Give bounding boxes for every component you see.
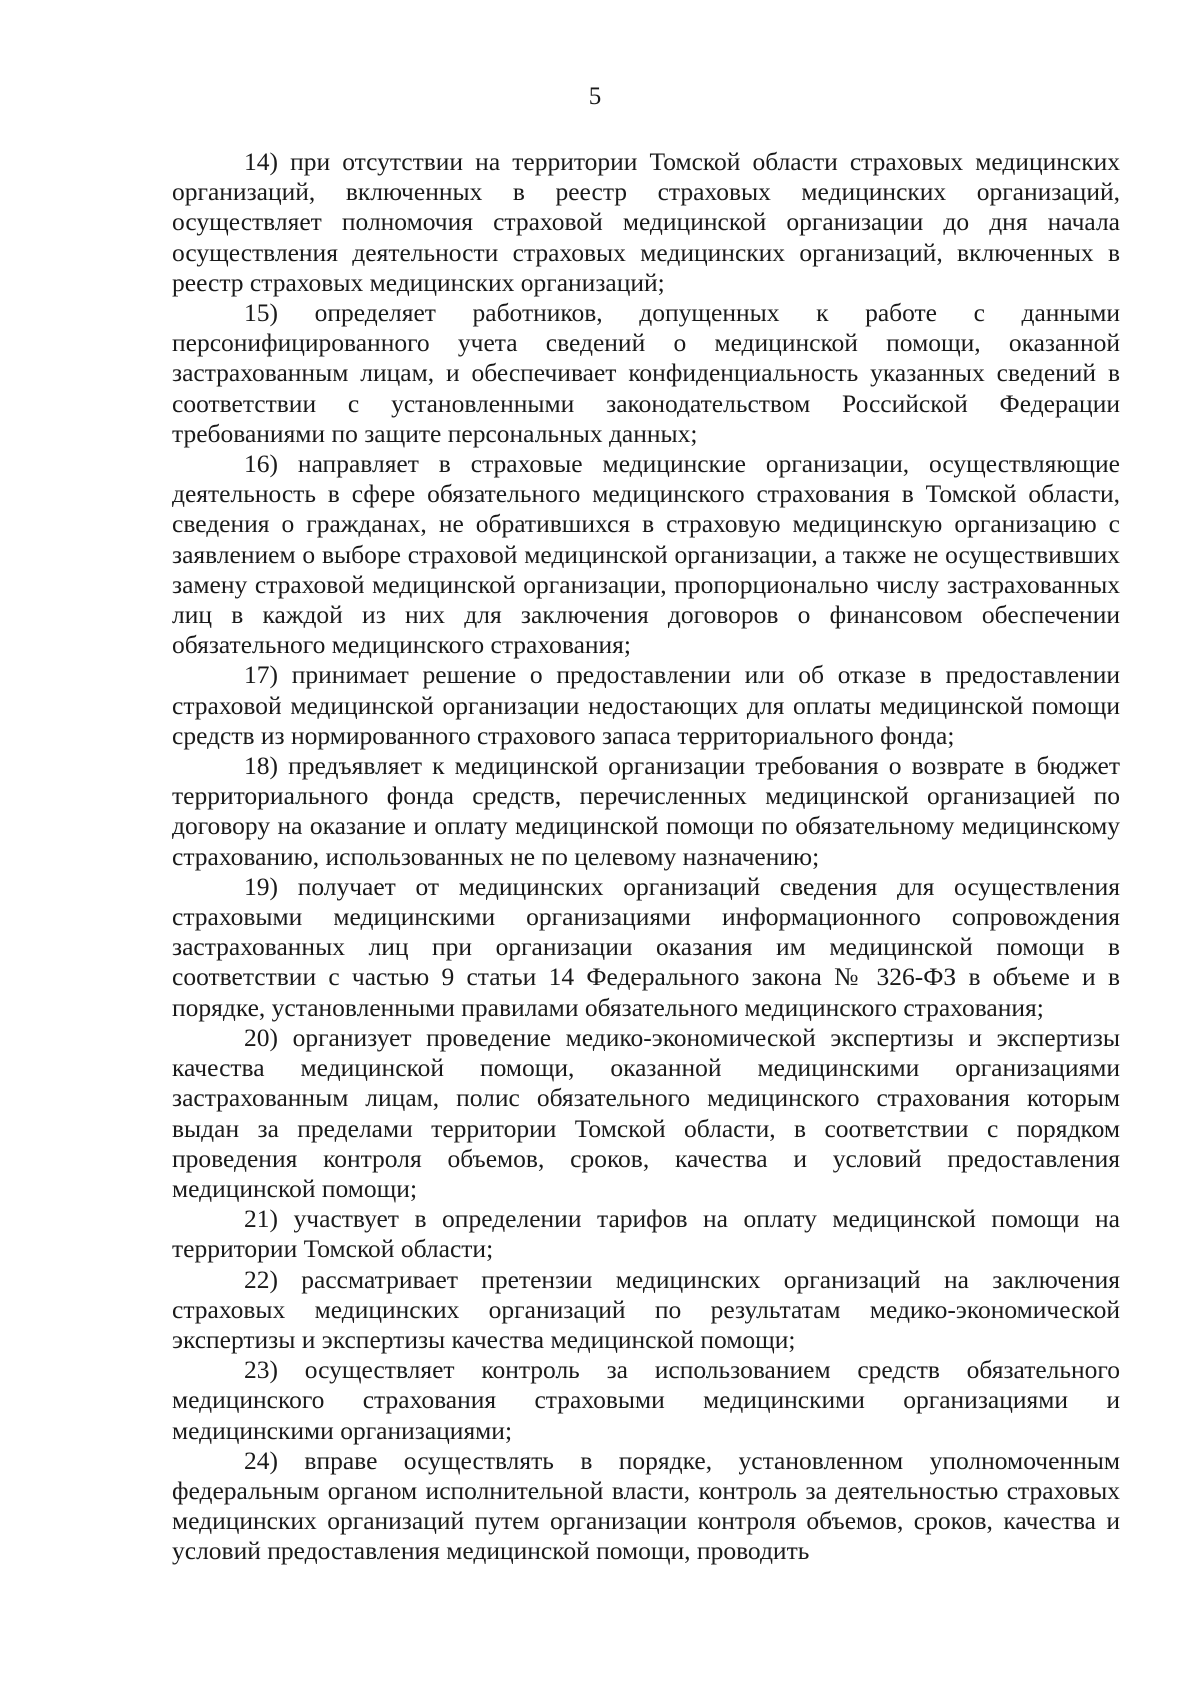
- item-number: 21): [244, 1204, 278, 1234]
- item-text: предъявляет к медицинской организации требования о возврате в бюджет территориального фонда средств, перечисленных медицинской организацией по договору на оказание и оплату медицинской помощи по обязательному медицинскому страхованию, использованных не по целевому назначению;: [172, 751, 1121, 871]
- item-number: 20): [244, 1022, 278, 1052]
- list-item: [172, 660, 1120, 751]
- list-item: [172, 1204, 1120, 1264]
- document-body: [172, 147, 1120, 1567]
- item-text: получает от медицинских организаций сведения для осуществления страховыми медицинскими организациями информационного сопровождения застрахованных лиц при организации оказания им медицинской помощи в соответствии с частью 9 статьи 14 Федерального закона № 326-ФЗ в объеме и в порядке, установленными правилами обязательного медицинского страхования;: [172, 871, 1120, 1022]
- item-number: 22): [244, 1264, 278, 1294]
- list-item: [172, 1446, 1120, 1567]
- item-text: при отсутствии на территории Томской области страховых медицинских организаций, включенных в реестр страховых медицинских организаций, осуществляет полномочия страховой медицинской организации до дня начала осуществления деятельности страховых медицинских организаций, включенных в реестр страховых медицинских организаций;: [172, 147, 1120, 297]
- item-text: осуществляет контроль за использованием средств обязательного медицинского страхования страховыми медицинскими организациями и медицинскими организациями;: [172, 1355, 1121, 1445]
- list-item: [172, 1355, 1120, 1446]
- item-text: участвует в определении тарифов на оплату медицинской помощи на территории Томской области;: [172, 1204, 1120, 1264]
- list-item: [172, 298, 1120, 449]
- item-number: 16): [244, 449, 278, 479]
- item-number: 15): [244, 298, 278, 328]
- item-text: принимает решение о предоставлении или об отказе в предоставлении страховой медицинской организации недостающих для оплаты медицинской помощи средств из нормированного страхового запаса территориального фонда;: [172, 660, 1120, 750]
- list-item: [172, 751, 1120, 872]
- list-item: [172, 872, 1120, 1023]
- item-number: 19): [244, 871, 278, 901]
- item-number: 17): [244, 660, 278, 690]
- item-text: направляет в страховые медицинские организации, осуществляющие деятельность в сфере обязательного медицинского страхования в Томской области, сведения о гражданах, не обратившихся в страховую медицинскую организацию с заявлением о выборе страховой медицинской организации, а также не осуществивших замену страховой медицинской организации, пропорционально числу застрахованных лиц в каждой из них для заключения договоров о финансовом обеспечении обязательного медицинского страхования;: [172, 449, 1120, 660]
- list-item: [172, 449, 1120, 660]
- item-number: 18): [244, 751, 278, 781]
- list-item: [172, 147, 1120, 298]
- list-item: [172, 1265, 1120, 1356]
- list-item: [172, 1023, 1120, 1204]
- item-text: определяет работников, допущенных к работе с данными персонифицированного учета сведений о медицинской помощи, оказанной застрахованным лицам, и обеспечивает конфиденциальность указанных сведений в соответствии с установленными законодательством Российской Федерации требованиями по защите персональных данных;: [172, 298, 1120, 448]
- item-text: вправе осуществлять в порядке, установленном уполномоченным федеральным органом исполнительной власти, контроль за деятельностью страховых медицинских организаций путем организации контроля объемов, сроков, качества и условий предоставления медицинской помощи, проводить: [172, 1445, 1120, 1566]
- page-number: 5: [588, 83, 602, 110]
- item-number: 23): [244, 1355, 278, 1385]
- item-text: рассматривает претензии медицинских организаций на заключения страховых медицинских организаций по результатам медико-экономической экспертизы и экспертизы качества медицинской помощи;: [172, 1264, 1121, 1354]
- item-number: 24): [244, 1445, 278, 1475]
- item-number: 14): [244, 147, 278, 176]
- item-text: организует проведение медико-экономической экспертизы и экспертизы качества медицинской помощи, оказанной медицинскими организациями застрахованным лицам, полис обязательного медицинского страхования которым выдан за пределами территории Томской области, в соответствии с порядком проведения контроля объемов, сроков, качества и условий предоставления медицинской помощи;: [172, 1022, 1121, 1203]
